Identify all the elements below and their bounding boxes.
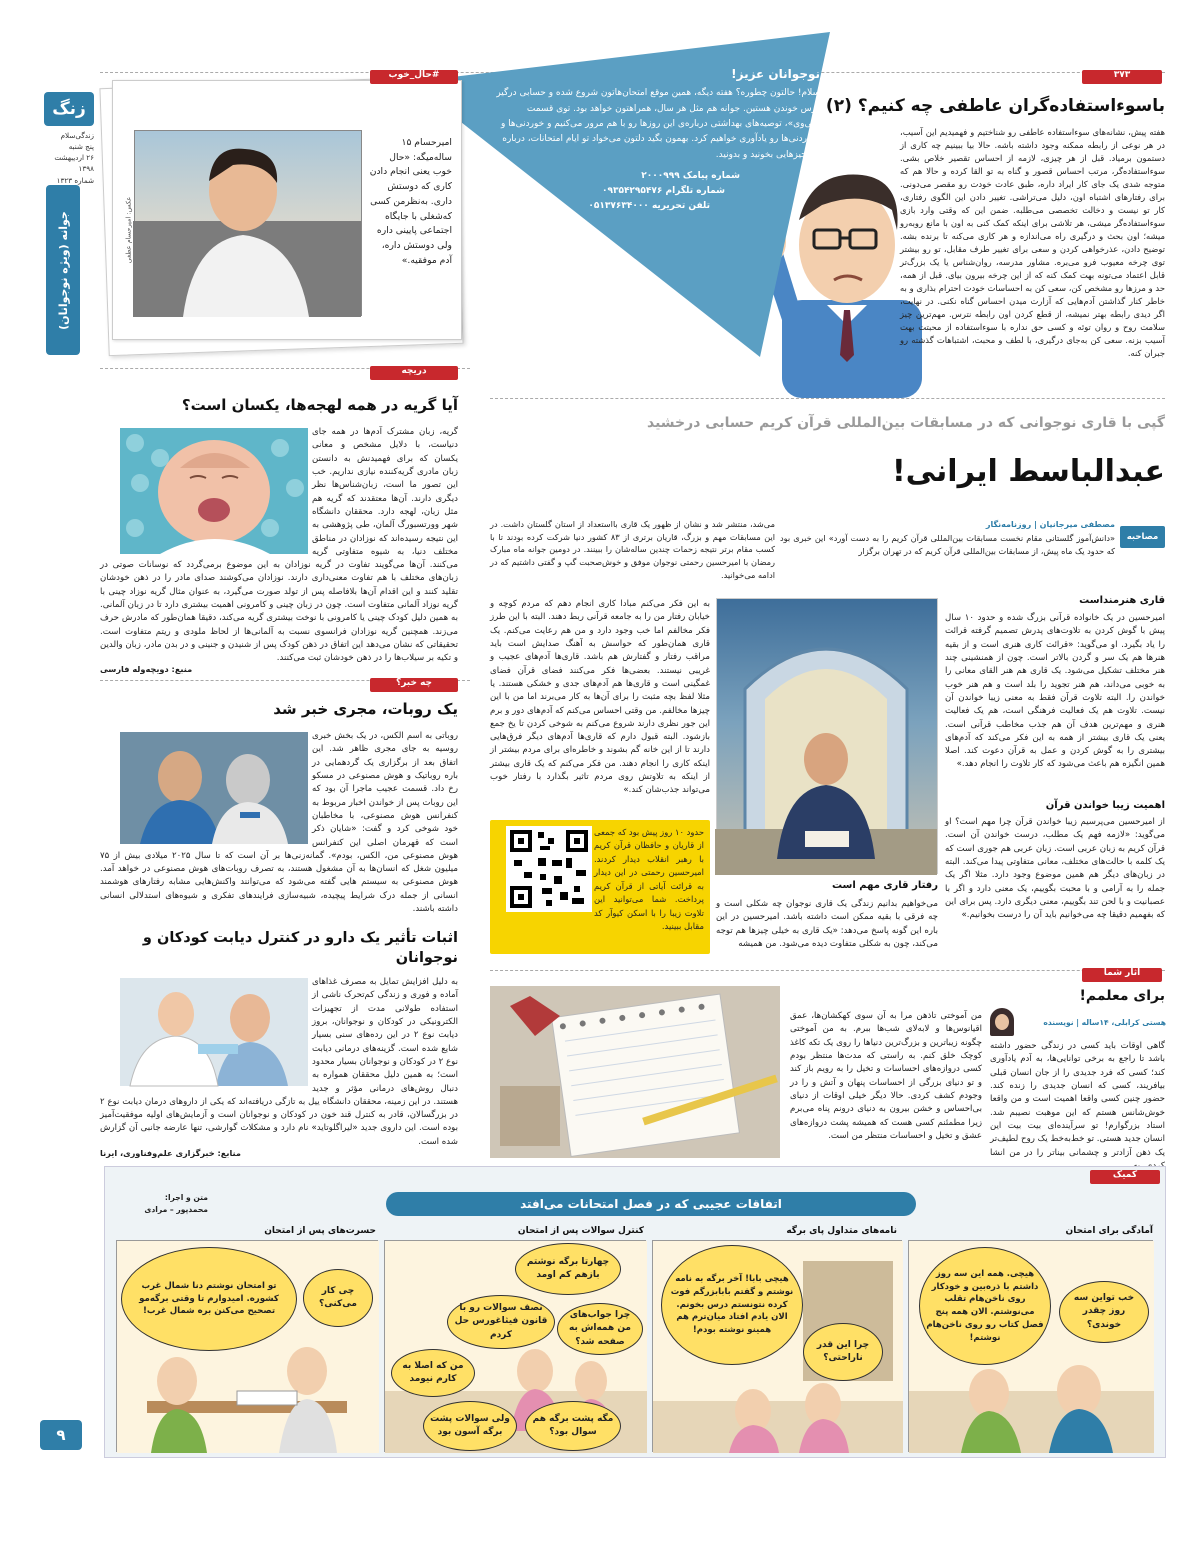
comic-panel [384, 1240, 646, 1452]
interview-text: امیرحسین در یک خانواده قرآنی بزرگ شده و حدود ۱۰ سال پیش با گوش کردن به تلاوت‌های پدرش تصمیم گرفته قرائت را یاد بگیرد. او می‌گوید: «قرائت کاری هنری است و از بقیه هنرها هم یک سر و گردن بالاتر است. چون از همنشینی چند هنر مختلف تشکیل می‌شود. یک قاری هم هنر القای معانی را به خوبی می‌داند، هم هنر تجوید را بلد است و هم هنر خوب خواندن را. البته تلاوت قرآن فقط به معنی زیبا خواندن آن نیست. تلاوت هم یک فعالیت فرهنگی است، هم یک فعالیت هنری و مهم‌ترین هدف آن هم جذب مخاطب قرآنی است. یعنی یک قاری بیشتر از همه به این فکر می‌کند که آدم‌های بیشتری را به گوش کردن و عمل به قرآن دعوت کند. اصلا همین انگیزه هم باعث می‌شود که کار تلاوت را انجام دهد.» [945, 613, 1166, 770]
speech-bubble: ولی سوالات پشت برگه آسون بود [423, 1401, 517, 1451]
masthead-line: زندگی‌سلام [60, 131, 94, 140]
editor-note-triangle [410, 22, 830, 362]
speech-bubble: خب تواین سه روز چقدر خوندی؟ [1059, 1281, 1149, 1343]
article-body: هفته پیش، نشانه‌های سوءاستفاده عاطفی رو شناختیم و فهمیدیم این آسیب، در هر نوعی از رابطه ممکنه وجود داشته باشه. حالا بیا ببینیم چه کاری از دستمون برمیاد. قبل از هر چیزی، لازمه از احساس تقصیر خلاص بشی. سوءاستفاده‌گر، مرتب احساس قصور و گناه به تو القا کرده و حالا هم که متوجه شدی یک جای کار ایراد داره، طبق عادت خودت رو مقصر می‌دونی. برای رفتارهای اشتباه اون، دلیل می‌تراشی. تغییر دادن این الگوی رفتاری، کار تو نیست و دخالت تخصصی می‌طلبه. ضمن این که وقتی وارد بازی سوءاستفاده‌گر میشی، هر تلاشی برای اینکه کمک کنی به اون با مانع روبه‌رو میشه؛ اون بحث و درگیری راه می‌اندازه و هر کاری می‌کنه تا برنده بشه. توضیح دادن، عذرخواهی کردن و سعی برای تغییر طرف مقابل، تو رو بیشتر توی چرخه معیوب فرو می‌بره. مشاور مدرسه، روان‌شناس یا یک بزرگ‌تر قابل اعتماد می‌تونه بهت کمک کنه که از این چرخه بیرون بیای. قبل از همه، حد و مرزها رو مشخص کن، سعی کن به احساسات خودت احترام بذاری و به خاطر کنار گذاشتن آدم‌هایی که آزارت میدن احساس گناه نکنی. در نهایت، اگر دیدی رابطه بهتر نمیشه، از قطع کردن اون رابطه نترس. مهم‌ترین چیز سلامت روح و روان توئه و کسی حق نداره با سوءاستفاده از محبتت بهت آسیب بزنه. سعی کن به‌جای درگیری، با لطف و محبت، اشتباهات گذشته رو جبران کنه. [900, 127, 1165, 359]
speech-bubble: هیچی. همه این سه روز داشتم با ذره‌بین و خودکار روی ناخن‌هام تقلب می‌نوشتم. الان همه پنج فصل کتاب رو روی ناخن‌هام نوشتم! [919, 1247, 1051, 1365]
source: منبع: دویچه‌وله فارسی [100, 664, 193, 674]
speech-bubble: چی کار می‌کنی؟ [303, 1269, 373, 1327]
note-sms: شماره پیامک ۲۰۰۰۹۹۹ [641, 170, 740, 181]
comic-title-bar: اتفاقات عجیبی که در فصل امتحانات می‌افتد [386, 1192, 916, 1216]
author-byline: هستی کرابلی، ۱۴ساله | نویسنده [1043, 1018, 1166, 1027]
page-number: ۹ [40, 1420, 82, 1450]
note-body: سلام! حالتون چطوره؟ هفته دیگه، همین موقع امتحان‌هاتون شروع شده و حسابی درگیر درس خوندن هستین. جوانه هم مثل هر سال، همراهتون خواهد بود. توی قسمت «پی‌وی»، توصیه‌های بهداشتی درباره‌ی این روزها رو با هم مرور می‌کنیم و خوردنی‌ها و نخوردنی‌ها رو یادآوری خواهیم کرد. بهمون بگید دلتون می‌خواد تو ایام امتحانات، درباره چه چیزهایی بخونید و بدونید. [496, 88, 820, 160]
note-phone: تلفن تحریریه ۰۵۱۳۷۶۳۴۰۰۰ [588, 201, 710, 212]
teen-quote: امیرحسام ۱۵ ساله‌میگه: «حال خوب یعنی انجام دادن کاری که دوستش داری. به‌نظرمن کسی که‌شغلی با جایگاه اجتماعی پایینی داره ولی دوستش داره، آدم موفقیه.» [369, 137, 452, 266]
asar-text: من آموختی تاذهن مرا به آن سوی کهکشان‌ها، عمق اقیانوس‌ها و لابه‌لای شب‌ها ببرم. به من آموختی چگونه زیباترین و بزرگ‌ترین دنیاها را روی یک تکه کاغذ کوچک خلق کنم. به راستی که مدت‌ها منتظر بودم کسی دروازه‌های احساسات و تخیل را به رویم باز کند و تو دنیای بزرگی از احساسات پنهان و آتش و را در وجودم کشف کردی. حالا دیگر خیلی اوقات از دنیای بی‌احساس و خشن بیرون به دنیای درونم پناه می‌برم زیرا مطمئنم کسی هست که همیشه پشت دروازه‌های عشق و تخیل و احساسات منتظر من است. [790, 1011, 982, 1141]
speech-bubble: چهارتا برگه نوشتم بازهم کم اومد [515, 1243, 621, 1295]
qr-code[interactable] [506, 826, 592, 912]
masthead-line: پنج شنبه [68, 142, 94, 152]
comic-panel [908, 1240, 1153, 1452]
comic-credit [116, 1192, 208, 1216]
article-body [100, 976, 458, 1146]
asar-text: گاهی اوقات باید کسی در زندگی حضور داشته باشد تا راجع به برخی توانایی‌ها، به آدم یادآوری کند؛ کسی که فرد جدیدی را از جان انسان قبلی بیافریند، کسی که انسان جدیدی را زنده کند. حضور چنین کسی واقعا اهمیت است و من واقعا خوش‌شانس هستم که این موهبت نصیبم شد. استاد بزرگوارم! تو سرآینده‌ای بیت بیت این انسان جدید هستی. تو خط‌به‌خط یک روح لطیف‌تر یک ذهن آزادتر و چشمانی بیناتر را در من انشا [990, 1041, 1165, 1158]
section-tag: ۳۷۳ [1082, 70, 1162, 84]
interview-lead: «دانش‌آموز گلستانی مقام نخست مسابقات بین‌المللی قرآن کریم را به دست آورد» این خبری بود که حدود یک ماه پیش، از مسابقات بین‌المللی قرآن کریم که در تهران برگزار [780, 533, 1115, 556]
photo-credit: عکس: امیرحسام عطفی [124, 196, 132, 264]
credit-label: متن و اجرا: [164, 1193, 208, 1202]
masthead-line: ۲۶ اردیبهشت ۱۳۹۸ [54, 153, 94, 174]
panel-title: آمادگی برای امتحان [1065, 1226, 1153, 1236]
masthead-line: شماره ۱۳۲۳ [56, 175, 94, 185]
logo: زنگ [44, 92, 94, 126]
section-tag: آثار شما [1082, 968, 1162, 982]
article-body [100, 426, 458, 662]
interview-text: از امیرحسین می‌پرسیم زیبا خواندن قرآن چرا مهم است؟ او می‌گوید: «لازمه فهم یک مطلب، درست خواندن آن است. قرآن کریم به زبان عربی است. زبان عربی هم جوری است که یک کلمه با حالت‌های مختلف، معانی متفاوتی پیدا می‌کند. البته در زبان‌های دیگر هم همین موضوع وجود دارد. مثلا اگر یک جمله را به آرامی و با محبت بگوییم، یک معنی دارد و اگر با عصبانیت و با لحن تند بگوییم، معنی دیگری دارد. پس برای این که بفهمیم دقیقا چه می‌خوانیم باید آن را درست بخوانیم.» [945, 817, 1165, 921]
article-title: اثبات تأثیر یک دارو در کنترل دیابت کودکان و نوجوانان [142, 930, 458, 967]
interview-tag: مصاحبه [1120, 526, 1165, 548]
credit-names: محمدپور – مرادی [144, 1205, 208, 1215]
article-body [100, 730, 458, 916]
panel-title: حسرت‌های پس از امتحان [264, 1226, 376, 1236]
article-title: آیا گریه در همه لهجه‌ها، یکسان است؟ [181, 396, 458, 414]
interview-lead: می‌شد، منتشر شد و نشان از ظهور یک قاری بااستعداد از استان گلستان داشت. در این مسابقات مهم و بزرگ، قاریان برتری از ۸۳ کشور دنیا شرکت کرده بودند تا با کسب مقام برتر نتیجه زحمات چندین ساله‌شان را ببینند. در دومین جوانه ماه مبارک رمضان با امیرحسین رحمتی نوجوان موفق و خوش‌صحبت گپ و گفتی داشتیم که در ادامه می‌خوانید. [490, 519, 775, 580]
news2-body: به دلیل افزایش تمایل به مصرف غذاهای آماده و فوری و زندگی کم‌تحرک ناشی از استفاده طولانی مدت از تجهیزات الکترونیکی در کودکان و نوجوانان، بروز دیابت نوع ۲ در این رده‌های سنی بسیار شایع شده است. گزینه‌های درمانی دیابت نوع ۲ در کودکان و نوجوانان بسیار محدود است؛ به همین دلیل محققان همواره به دنبال روش‌های درمانی مؤثر و جدید هستند. در این زمینه، محققان دانشگاه ییل به تازگی دریافته‌اند که یکی از داروهای درمان دیابت نوع ۲ در بزرگسالان، قادر به کنترل قند خون در کودکان و نوجوانان است و آزمایش‌های اولیه موفقیت‌آمیز بوده است. این داروی جدید «لیراگلوتاید» نام دارد و مشکلات گوارشی، تنها عارضه جانبی آن گزارش شده است. [100, 977, 458, 1147]
interview-text: به این فکر می‌کنم مبادا کاری انجام دهم که مردم کوچه و خیابان رفتار من را به جامعه قرآنی ربط دهند. البته با این طرز فکر مخالفم اما خب وجود دارد و من هم رعایت می‌کنم. یک قاری همان‌طور که حواسش به آهنگ صدایش است باید مراقب رفتار و گفتارش هم باشد. قاری‌ها آدم‌های عجیب و غریبی نیستند. بعضی‌ها فکر می‌کنند فضای قرآن فضای غمگینی است و قاری‌ها هم آدم‌های جدی و خشکی هستند. یا مثلا لفظ بچه مثبت را برای آن‌ها به کار می‌برند اما من با این چیزها مخالفم. من وقتی احساس می‌کنم که آدم‌های دور و برم این جور نظری دارند شروع می‌کنم به شوخی کردن تا یخ جمع بازشود. البته قبول دارم که قاری‌ها آدم‌های دیگر فرق‌هایی دارند تا از این خانه گم بشوند و خاطره‌ای برای مردم بیشتر از اینکه کاری را انجام دهند. من فکر می‌کنم که یک قاری بیشتر از اینکه به تلاوتش روی مردم تاثیر بگذارد با رفتار خوب می‌تواند جذب‌شان کند.» [490, 599, 710, 796]
note-telegram: شماره تلگرام ۰۹۳۵۴۲۹۵۴۷۶ [601, 186, 725, 197]
reciter-photo [716, 598, 938, 874]
panel-title: کنترل سوالات پس از امتحان [517, 1226, 644, 1236]
interview-text: می‌خواهیم بدانیم زندگی یک قاری نوجوان چه شکلی است و چه فرقی با بقیه ممکن است داشته باشد. امیرحسین در این باره این گونه پاسخ می‌دهد: «یک قاری به خیلی چیزها هم توجه می‌کند، چون به شکلی متفاوت دیده می‌شود. من همیشه [716, 899, 938, 949]
section-tab: جوانه (ویژه نوجوانان) [46, 185, 80, 355]
speech-bubble: چرا جواب‌های من همه‌اش به صفحه شد؟ [557, 1303, 643, 1355]
dariche-body: گریه، زبان مشترک آدم‌ها در همه جای دنیاست، با دلایل مشخص و معانی یکسان که برای فهمیدنش به دانستن زبان مادری گریه‌کننده نیازی نداریم. خب این تصور ما است، زبان‌شناس‌ها نظر دیگری دارند. آن‌ها معتقدند که گریه هم مثل زبان، لهجه دارد. محققان دانشگاه شهر وورتسبورگ آلمان، طی پژوهشی به این نتیجه رسیده‌اند که نوزادان در مناطق مختلف دنیا، به شیوه متفاوتی گریه می‌کنند. آن‌ها می‌گویند تفاوت در گریه نوزادان به این موضوع برمی‌گردد که نوسانات صوتی در زبان‌های مختلف با هم تفاوت معنی‌داری دارند. نوزادان می‌کوشند صدای مادر را در ذهن خودشان تقلید کنند و این اقدام آن‌ها بلافاصله پس از تولد صورت می‌گیرد، به عنوان مثال گریه نوزاد چینی با گریه نوزاد آلمانی متفاوت است. چون در زبان چینی و کامرونی اهمیت بیشتری دارد تا در زبان آلمانی. به همین دلیل کودک چینی یا کامرونی با نوخت بیشتری گریه می‌کند، دقیقا همان‌طور که مادرش حرف می‌زند. همچنین گریه نوزادان فرانسوی نسبت به آلمانی‌ها از لحاظ ملودی و ریتم متفاوت است. تحقیقاتی که نشان می‌دهد این اتفاق در ذهن کودک پس از شنیدن و جنینی و در بدن مادر، زبان والدین و تکیه بر سیلاب‌ها را در ذهن خودشان ثبت می‌کنند. [100, 427, 458, 664]
speech-bubble: نصف سوالات رو با قانون فیثاغورس حل کردم [447, 1295, 555, 1349]
author-avatar [990, 1008, 1014, 1036]
section-tag: کمیک [1090, 1170, 1160, 1184]
speech-bubble: چرا این قدر ناراحتی؟ [803, 1323, 883, 1381]
notebook-photo [490, 986, 780, 1158]
subhead: رفتار قاری مهم است [831, 880, 938, 891]
comic-panel [652, 1240, 902, 1452]
interview-byline: مصطفی میرجانیان | روزنامه‌نگار [985, 520, 1115, 529]
speech-bubble: من که اصلا به کارم نیومد [391, 1349, 475, 1397]
article-title: برای معلمم! [1079, 988, 1165, 1004]
teen-photo [134, 130, 362, 316]
subhead: قاری هنرمنداست [1079, 595, 1165, 606]
qr-caption: حدود ۱۰ روز پیش بود که جمعی از قاریان و حافظان قرآن کریم با رهبر انقلاب دیدار کردند. امیرحسین رحمتی در این دیدار به قرائت آیاتی از قرآن کریم پرداخت. شما می‌توانید این تلاوت زیبا را با اسکن کیوآر کد مقابل ببینید. [594, 827, 704, 932]
note-heading: نوجوانان عزیز! [731, 67, 820, 81]
speech-bubble: مگه پشت برگه هم سوال بود؟ [525, 1401, 621, 1451]
speech-bubble: هیچی بابا! آخر برگه به نامه نوشتم و گفتم بابابزرگم فوت کرده نتونستم درس بخونم. الان یادم افتاد میان‌ترم هم همینو نوشته بودم! [661, 1245, 803, 1365]
masthead [38, 92, 94, 186]
article-title: یک روبات، مجری خبر شد [273, 700, 458, 718]
subhead: اهمیت زیبا خواندن قرآن [1045, 800, 1165, 811]
source: منابع: خبرگزاری علم‌وفناوری، ایرنا [100, 1148, 241, 1158]
comic-panel [116, 1240, 378, 1452]
interview-kicker: گپی با قاری نوجوانی که در مسابقات بین‌المللی قرآن کریم حسابی درخشید [647, 415, 1165, 431]
speech-bubble: تو امتحان نوشتم دنا شمال غرب کشوره. امیدوارم تا وقتی برگه‌مو تصحیح می‌کنن بره شمال غرب! [121, 1247, 297, 1351]
hashtag-tag: #حال_خوب [370, 70, 458, 84]
panel-title: نامه‌های متداول پای برگه [786, 1226, 897, 1236]
interview-title: عبدالباسط ایرانی! [892, 454, 1165, 489]
article-title: باسوءاستفاده‌گران عاطفی چه کنیم؟ (۲) [825, 96, 1165, 116]
section-tag: دریچه [370, 366, 458, 380]
news1-body: روباتی به اسم الکس، در یک بخش خبری روسیه به جای مجری ظاهر شد. این اتفاق بعد از برگزاری یک گردهمایی در باره روباتیک و هوش مصنوعی در مسکو رخ داد. قسمت عجیب ماجرا آن بود که این روبات پس از خواندن اخبار مربوط به کنفرانس هوش مصنوعی، با مخاطبان خود شوخی کرد و گفت: «شایان ذکر است که قهرمان اصلی این کنفرانس هوش مصنوعی من، الکس، بودم». گمانه‌زنی‌ها بر آن است که تا سال ۲۰۲۵ میلادی بیش از ۷۵ میلیون شغل که انسان‌ها به آن مشغول هستند، به تصرف روبات‌های هوش مصنوعی در خواهد آمد. هوش مصنوعی به سیستم هایی گفته می‌شود که می‌توانند واکنش‌هایی مشابه رفتارهای هوشمند انسانی از جمله درک شرایط پیچیده، شبیه‌سازی فرایندهای تفکری و شیوه‌های استدلالی انسانی داشته باشند. [100, 731, 458, 915]
section-tag: چه خبر؟ [370, 678, 458, 692]
